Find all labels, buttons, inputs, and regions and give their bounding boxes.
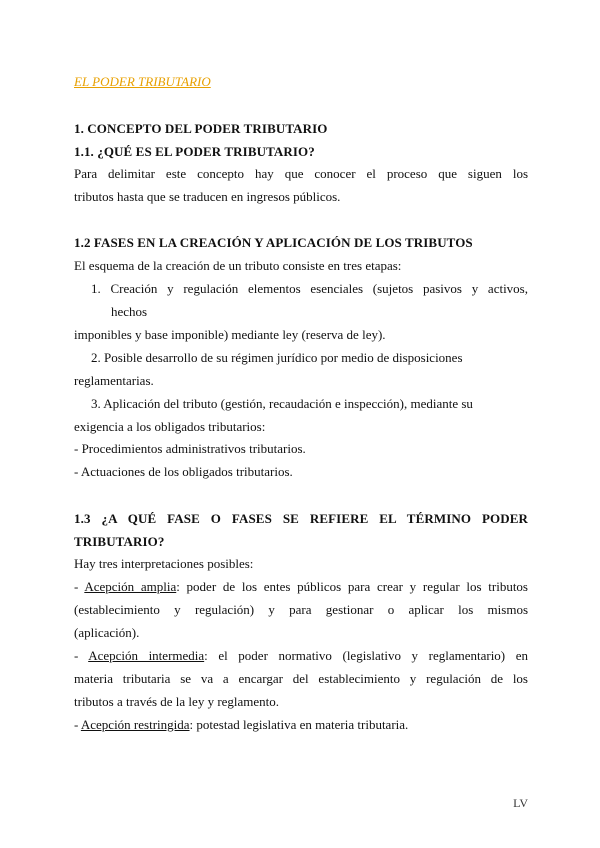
- list-item-2-line: 2. Posible desarrollo de su régimen jurídico por medio de disposiciones: [91, 350, 463, 365]
- section-1-3-heading: 1.3 ¿A QUÉ FASE O FASES SE REFIERE EL TÉRMINO PODER: [74, 511, 528, 526]
- list-item-1-line: 1. Creación y regulación elementos esenciales (sujetos pasivos y activos,: [91, 281, 528, 296]
- section-1-1-heading: 1.1. ¿QUÉ ES EL PODER TRIBUTARIO?: [74, 144, 315, 159]
- acepcion-amplia-label: Acepción amplia: [84, 579, 177, 594]
- dash-item: - Actuaciones de los obligados tributarios.: [74, 464, 293, 479]
- acepcion-amplia-line: (establecimiento y regulación) y para gestionar o aplicar los mismos: [74, 602, 528, 617]
- acepcion-intermedia-line: tributos a través de la ley y reglamento.: [74, 694, 280, 709]
- list-item-1-line: hechos: [111, 304, 148, 319]
- acepcion-intermedia-line: materia tributaria se va a encargar del establecimiento y regulación de los: [74, 671, 528, 686]
- acepcion-intermedia-label: Acepción intermedia: [88, 648, 205, 663]
- acepcion-restringida-label: Acepción restringida: [80, 717, 190, 732]
- document-title: EL PODER TRIBUTARIO: [74, 74, 211, 89]
- list-item-3-line: exigencia a los obligados tributarios:: [74, 419, 266, 434]
- section-1-heading: 1. CONCEPTO DEL PODER TRIBUTARIO: [74, 121, 328, 136]
- acepcion-intermedia-line: - Acepción intermedia: el poder normativo (legislativo y reglamentario) en: [74, 648, 528, 663]
- section-1-1-paragraph-line: tributos hasta que se traducen en ingresos públicos.: [74, 189, 341, 204]
- acepcion-restringida-line: - Acepción restringida: potestad legislativa en materia tributaria.: [74, 717, 409, 732]
- acepcion-amplia-line: - Acepción amplia: poder de los entes públicos para crear y regular los tributos: [74, 579, 528, 594]
- list-item-2-line: reglamentarias.: [74, 373, 154, 388]
- section-1-2-intro: El esquema de la creación de un tributo consiste en tres etapas:: [74, 258, 402, 273]
- page-footer: LV: [513, 796, 528, 810]
- list-item-1-line: imponibles y base imponible) mediante ley (reserva de ley).: [74, 327, 386, 342]
- section-1-3-intro: Hay tres interpretaciones posibles:: [74, 556, 254, 571]
- section-1-3-heading: TRIBUTARIO?: [74, 534, 165, 549]
- list-item-3-line: 3. Aplicación del tributo (gestión, recaudación e inspección), mediante su: [91, 396, 473, 411]
- section-1-2-heading: 1.2 FASES EN LA CREACIÓN Y APLICACIÓN DE LOS TRIBUTOS: [74, 235, 473, 250]
- dash-item: - Procedimientos administrativos tributarios.: [74, 441, 306, 456]
- section-1-1-paragraph-line: Para delimitar este concepto hay que conocer el proceso que siguen los: [74, 166, 528, 181]
- acepcion-amplia-line: (aplicación).: [74, 625, 140, 640]
